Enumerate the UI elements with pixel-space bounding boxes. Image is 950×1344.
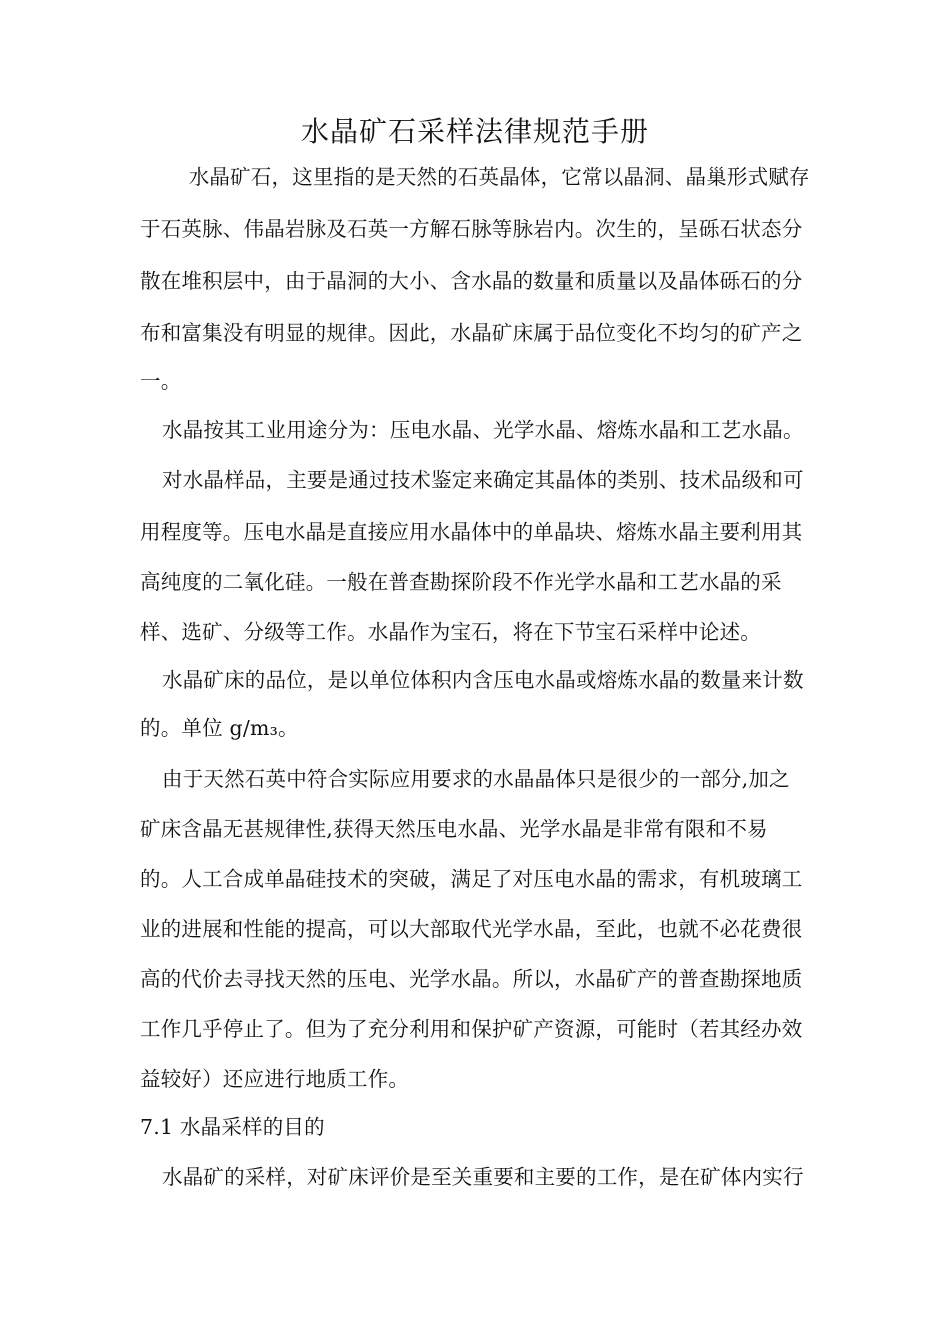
paragraph-line: 用程度等。压电水晶是直接应用水晶体中的单晶块、熔炼水晶主要利用其 bbox=[140, 520, 803, 544]
paragraph-line: 的。单位 g/m₃。 bbox=[140, 716, 299, 740]
paragraph-line: 工作几乎停止了。但为了充分利用和保护矿产资源，可能时（若其经办效 bbox=[140, 1017, 803, 1041]
paragraph-line: 样、选矿、分级等工作。水晶作为宝石，将在下节宝石采样中论述。 bbox=[140, 620, 761, 644]
paragraph-line: 布和富集没有明显的规律。因此，水晶矿床属于品位变化不均匀的矿产之 bbox=[140, 321, 803, 345]
section-heading: 7.1 水晶采样的目的 bbox=[140, 1115, 325, 1139]
paragraph-line: 业的进展和性能的提高，可以大部取代光学水晶，至此，也就不必花费很 bbox=[140, 917, 803, 941]
paragraph-line: 水晶矿的采样，对矿床评价是至关重要和主要的工作，是在矿体内实行 bbox=[162, 1165, 804, 1189]
paragraph-line: 高纯度的二氧化硅。一般在普查勘探阶段不作光学水晶和工艺水晶的采 bbox=[140, 570, 782, 594]
paragraph-line: 于石英脉、伟晶岩脉及石英一方解石脉等脉岩内。次生的，呈砾石状态分 bbox=[140, 217, 803, 241]
paragraph-line: 由于天然石英中符合实际应用要求的水晶晶体只是很少的一部分,加之 bbox=[162, 767, 790, 791]
paragraph-line: 益较好）还应进行地质工作。 bbox=[140, 1067, 410, 1091]
paragraph-line: 高的代价去寻找天然的压电、光学水晶。所以，水晶矿产的普查勘探地质 bbox=[140, 967, 803, 991]
paragraph-line: 矿床含晶无甚规律性,获得天然压电水晶、光学水晶是非常有限和不易 bbox=[140, 817, 768, 841]
document-title: 水晶矿石采样法律规范手册 bbox=[300, 115, 649, 148]
paragraph-line: 水晶矿石，这里指的是天然的石英晶体，它常以晶洞、晶巢形式赋存 bbox=[168, 165, 810, 189]
paragraph-line: 水晶矿床的品位，是以单位体积内含压电水晶或熔炼水晶的数量来计数 bbox=[162, 668, 804, 692]
paragraph-line: 对水晶样品，主要是通过技术鉴定来确定其晶体的类别、技术品级和可 bbox=[162, 468, 804, 492]
paragraph-line: 的。人工合成单晶硅技术的突破，满足了对压电水晶的需求，有机玻璃工 bbox=[140, 867, 803, 891]
paragraph-line: 散在堆积层中，由于晶洞的大小、含水晶的数量和质量以及晶体砾石的分 bbox=[140, 269, 803, 293]
paragraph-line: 一。 bbox=[140, 369, 182, 393]
paragraph-line: 水晶按其工业用途分为：压电水晶、光学水晶、熔炼水晶和工艺水晶。 bbox=[162, 418, 804, 442]
